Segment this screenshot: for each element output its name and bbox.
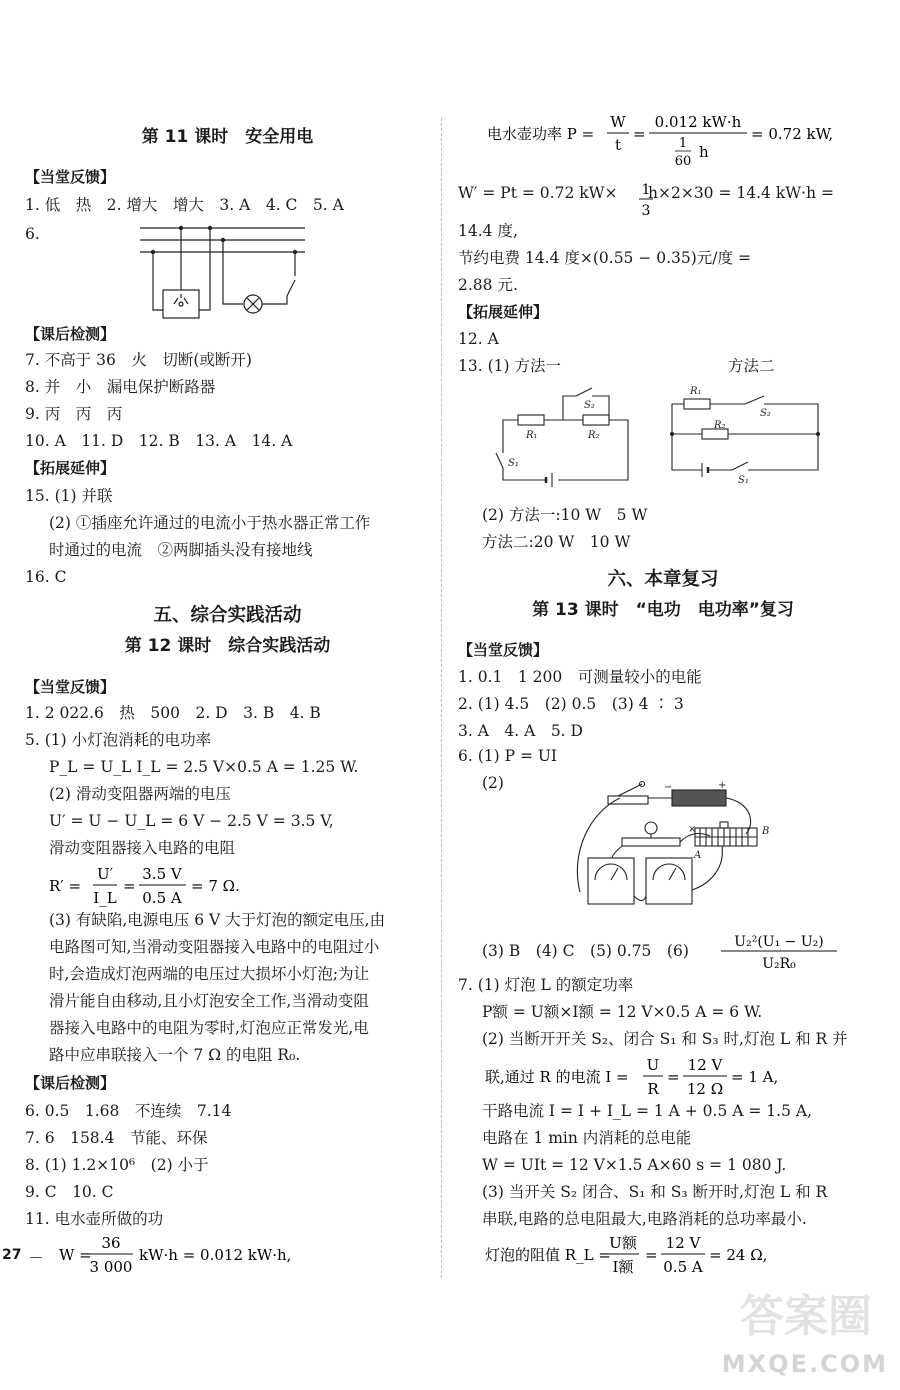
- column-divider: [441, 118, 442, 1278]
- section-heading: 【课后检测】: [25, 1074, 116, 1092]
- answer-line: 14.4 度,: [458, 222, 518, 240]
- answer-line: 电路图可知,当滑动变阻器接入电路中的电阻过小: [49, 938, 380, 956]
- answer-line: 7. (1) 灯泡 L 的额定功率: [458, 976, 634, 994]
- formula-denominator-2: 12 Ω: [686, 1080, 724, 1098]
- section-heading: 【课后检测】: [25, 325, 116, 343]
- answer-line: 9. 丙 丙 丙: [25, 405, 123, 423]
- circuit-method-2: [660, 378, 825, 490]
- answer-line: 12. A: [458, 330, 499, 348]
- answer-line: 滑片能自由移动,且小灯泡安全工作,当滑动变阻: [49, 992, 369, 1010]
- answer-line: 6.: [25, 225, 40, 243]
- watermark-text: MXQE.COM: [721, 1350, 888, 1378]
- formula-result: = 7 Ω.: [191, 877, 240, 895]
- answer-line: 15. (1) 并联: [25, 487, 113, 505]
- answer-line: 2. (1) 4.5 (2) 0.5 (3) 4 ∶ 3: [458, 695, 684, 713]
- answer-line: 13. (1) 方法一: [458, 357, 561, 375]
- formula-denominator: t: [614, 136, 622, 154]
- formula-denominator: I_L: [93, 889, 117, 907]
- formula-prefix: R′ =: [49, 877, 82, 895]
- answer-line: (3) 有缺陷,电源电压 6 V 大于灯泡的额定电压,由: [49, 911, 386, 929]
- label-a: A: [694, 850, 702, 861]
- formula-numerator-2: 12 V: [687, 1056, 723, 1074]
- formula-numerator: U₂²(U₁ − U₂): [734, 934, 824, 950]
- watermark-logo: 答案圈: [740, 1291, 872, 1342]
- answer-line: (2) 当断开开关 S₂、闭合 S₁ 和 S₃ 时,灯泡 L 和 R 并: [482, 1030, 848, 1048]
- formula-denominator-2: 0.5 A: [142, 889, 182, 907]
- answer-line: 1. 低 热 2. 增大 增大 3. A 4. C 5. A: [25, 196, 344, 214]
- label-s1: S₁: [508, 458, 519, 469]
- circuit-method-1: [488, 378, 638, 490]
- experiment-apparatus: [560, 772, 785, 914]
- answer-line: 1. 2 022.6 热 500 2. D 3. B 4. B: [25, 704, 321, 722]
- formula-numerator-2: 3.5 V: [142, 865, 182, 883]
- label-r1: R₁: [690, 386, 702, 397]
- formula-numerator-2: 0.012 kW·h: [654, 113, 742, 131]
- formula-numerator: U额: [609, 1234, 637, 1252]
- formula-numerator: U′: [96, 865, 114, 883]
- formula-denominator: R: [647, 1080, 659, 1098]
- formula-numerator: 36: [101, 1234, 121, 1252]
- label-s2: S₂: [584, 400, 595, 411]
- lesson-heading: 第 13 课时 “电功 电功率”复习: [532, 600, 794, 620]
- formula-equals: =: [667, 1068, 680, 1086]
- fraction-small-numerator: 1: [678, 136, 688, 151]
- lesson-heading: 第 11 课时 安全用电: [141, 127, 314, 147]
- formula-prefix: 灯泡的阻值 R_L =: [485, 1246, 611, 1264]
- answer-line: 8. (1) 1.2×10⁶ (2) 小于: [25, 1156, 209, 1174]
- page-number-rule: [30, 1257, 42, 1258]
- answer-line: (2): [482, 774, 504, 792]
- answer-line: (2) ①插座允许通过的电流小于热水器正常工作: [49, 514, 371, 532]
- fraction-denominator: 3: [641, 203, 651, 219]
- answer-line: 串联,电路的总电阻最大,电路消耗的总功率最小.: [482, 1210, 807, 1228]
- answer-line: 7. 不高于 36 火 切断(或断开): [25, 351, 252, 369]
- label-r1: R₁: [526, 430, 538, 441]
- label-b: B: [762, 826, 770, 837]
- answer-line: 5. (1) 小灯泡消耗的电功率: [25, 731, 212, 749]
- answer-line: 节约电费 14.4 度×(0.55 − 0.35)元/度 =: [458, 249, 751, 267]
- section-heading: 【当堂反馈】: [458, 641, 549, 659]
- answer-line: 1. 0.1 1 200 可测量较小的电能: [458, 668, 702, 686]
- lesson-heading: 第 12 课时 综合实践活动: [124, 636, 331, 656]
- answer-line: 2.88 元.: [458, 276, 518, 294]
- answer-line: 时通过的电流 ②两脚插头没有接地线: [49, 541, 313, 559]
- lesson-heading: 五、综合实践活动: [153, 605, 302, 626]
- answer-line: 方法二: [728, 357, 775, 375]
- formula-result: = 1 A,: [731, 1068, 779, 1086]
- formula-answer-6-6: [715, 928, 850, 976]
- formula-prefix: 电水壶功率 P =: [487, 125, 595, 143]
- answer-line: 11. 电水壶所做的功: [25, 1210, 164, 1228]
- formula-numerator: U: [646, 1056, 660, 1074]
- formula-prefix: 联,通过 R 的电流 I =: [485, 1068, 629, 1086]
- answer-line: U′ = U − U_L = 6 V − 2.5 V = 3.5 V,: [49, 812, 334, 830]
- answer-line: P额 = U额×I额 = 12 V×0.5 A = 6 W.: [482, 1003, 763, 1021]
- answer-line: h×2×30 = 14.4 kW·h =: [648, 184, 834, 202]
- formula-kettle-work: [55, 1230, 355, 1280]
- answer-line: 路中应串联接入一个 7 Ω 的电阻 R₀.: [49, 1046, 301, 1064]
- answer-line: (2) 方法一:10 W 5 W: [482, 506, 648, 524]
- formula-denominator: I额: [612, 1258, 634, 1276]
- lesson-heading: 六、本章复习: [607, 569, 719, 590]
- answer-line: (2) 滑动变阻器两端的电压: [49, 785, 231, 803]
- formula-parallel-current: [483, 1052, 803, 1102]
- label-x: ×: [688, 824, 697, 835]
- formula-result: = 0.72 kW,: [751, 125, 834, 143]
- answer-line: 器接入电路中的电阻为零时,灯泡应正常发光,电: [49, 1019, 369, 1037]
- unit-hour: h: [699, 143, 709, 161]
- answer-line: W′ = Pt = 0.72 kW×: [458, 184, 618, 202]
- answer-line: 时,会造成灯泡两端的电压过大损坏小灯泡;为让: [49, 965, 370, 983]
- formula-denominator: 3 000: [89, 1258, 133, 1276]
- formula-r-prime: [45, 860, 285, 912]
- answer-line: 10. A 11. D 12. B 13. A 14. A: [25, 432, 293, 450]
- formula-lamp-resistance: [483, 1230, 813, 1280]
- section-heading: 【拓展延伸】: [25, 459, 116, 477]
- fraction-numerator: 1: [641, 182, 651, 198]
- answer-line: 7. 6 158.4 节能、环保: [25, 1129, 208, 1147]
- formula-numerator-2: 12 V: [665, 1234, 701, 1252]
- label-minus: −: [664, 782, 673, 793]
- section-heading: 【当堂反馈】: [25, 678, 116, 696]
- answer-line: P_L = U_L I_L = 2.5 V×0.5 A = 1.25 W.: [49, 758, 359, 776]
- answer-line: 3. A 4. A 5. D: [458, 722, 583, 740]
- wiring-diagram: [135, 222, 315, 320]
- formula-prefix: W =: [59, 1246, 92, 1264]
- answer-line: (3) B (4) C (5) 0.75 (6): [482, 942, 689, 960]
- formula-equals: =: [633, 125, 646, 143]
- formula-equals: =: [123, 877, 136, 895]
- answer-line: W = UIt = 12 V×1.5 A×60 s = 1 080 J.: [482, 1156, 787, 1174]
- fraction-one-third: [635, 178, 657, 226]
- answer-line: 方法二:20 W 10 W: [482, 533, 631, 551]
- label-r2: R₂: [588, 430, 600, 441]
- formula-result: = 24 Ω,: [709, 1246, 768, 1264]
- answer-line: 6. (1) P = UI: [458, 747, 558, 765]
- answer-line: 8. 并 小 漏电保护断路器: [25, 378, 216, 396]
- formula-equals: =: [645, 1246, 658, 1264]
- answer-line: 滑动变阻器接入电路的电阻: [49, 839, 236, 857]
- formula-numerator: W: [610, 113, 626, 131]
- answer-line: 6. 0.5 1.68 不连续 7.14: [25, 1102, 232, 1120]
- formula-denominator: U₂R₀: [762, 956, 796, 972]
- fraction-small-denominator: 60: [674, 154, 692, 169]
- label-r2: R₂: [714, 420, 726, 431]
- formula-denominator-2: 0.5 A: [663, 1258, 703, 1276]
- formula-kettle-power: [485, 112, 865, 172]
- label-plus: +: [718, 780, 727, 791]
- section-heading: 【当堂反馈】: [25, 168, 116, 186]
- label-s1: S₁: [738, 475, 749, 486]
- answer-line: (3) 当开关 S₂ 闭合、S₁ 和 S₃ 断开时,灯泡 L 和 R: [482, 1183, 828, 1201]
- answer-line: 干路电流 I = I + I_L = 1 A + 0.5 A = 1.5 A,: [482, 1102, 812, 1120]
- label-s2: S₂: [760, 408, 771, 419]
- page-number: 27: [2, 1247, 22, 1263]
- section-heading: 【拓展延伸】: [458, 303, 549, 321]
- formula-result: kW·h = 0.012 kW·h,: [139, 1246, 292, 1264]
- answer-line: 9. C 10. C: [25, 1183, 114, 1201]
- answer-line: 电路在 1 min 内消耗的总电能: [482, 1129, 692, 1147]
- answer-line: 16. C: [25, 568, 67, 586]
